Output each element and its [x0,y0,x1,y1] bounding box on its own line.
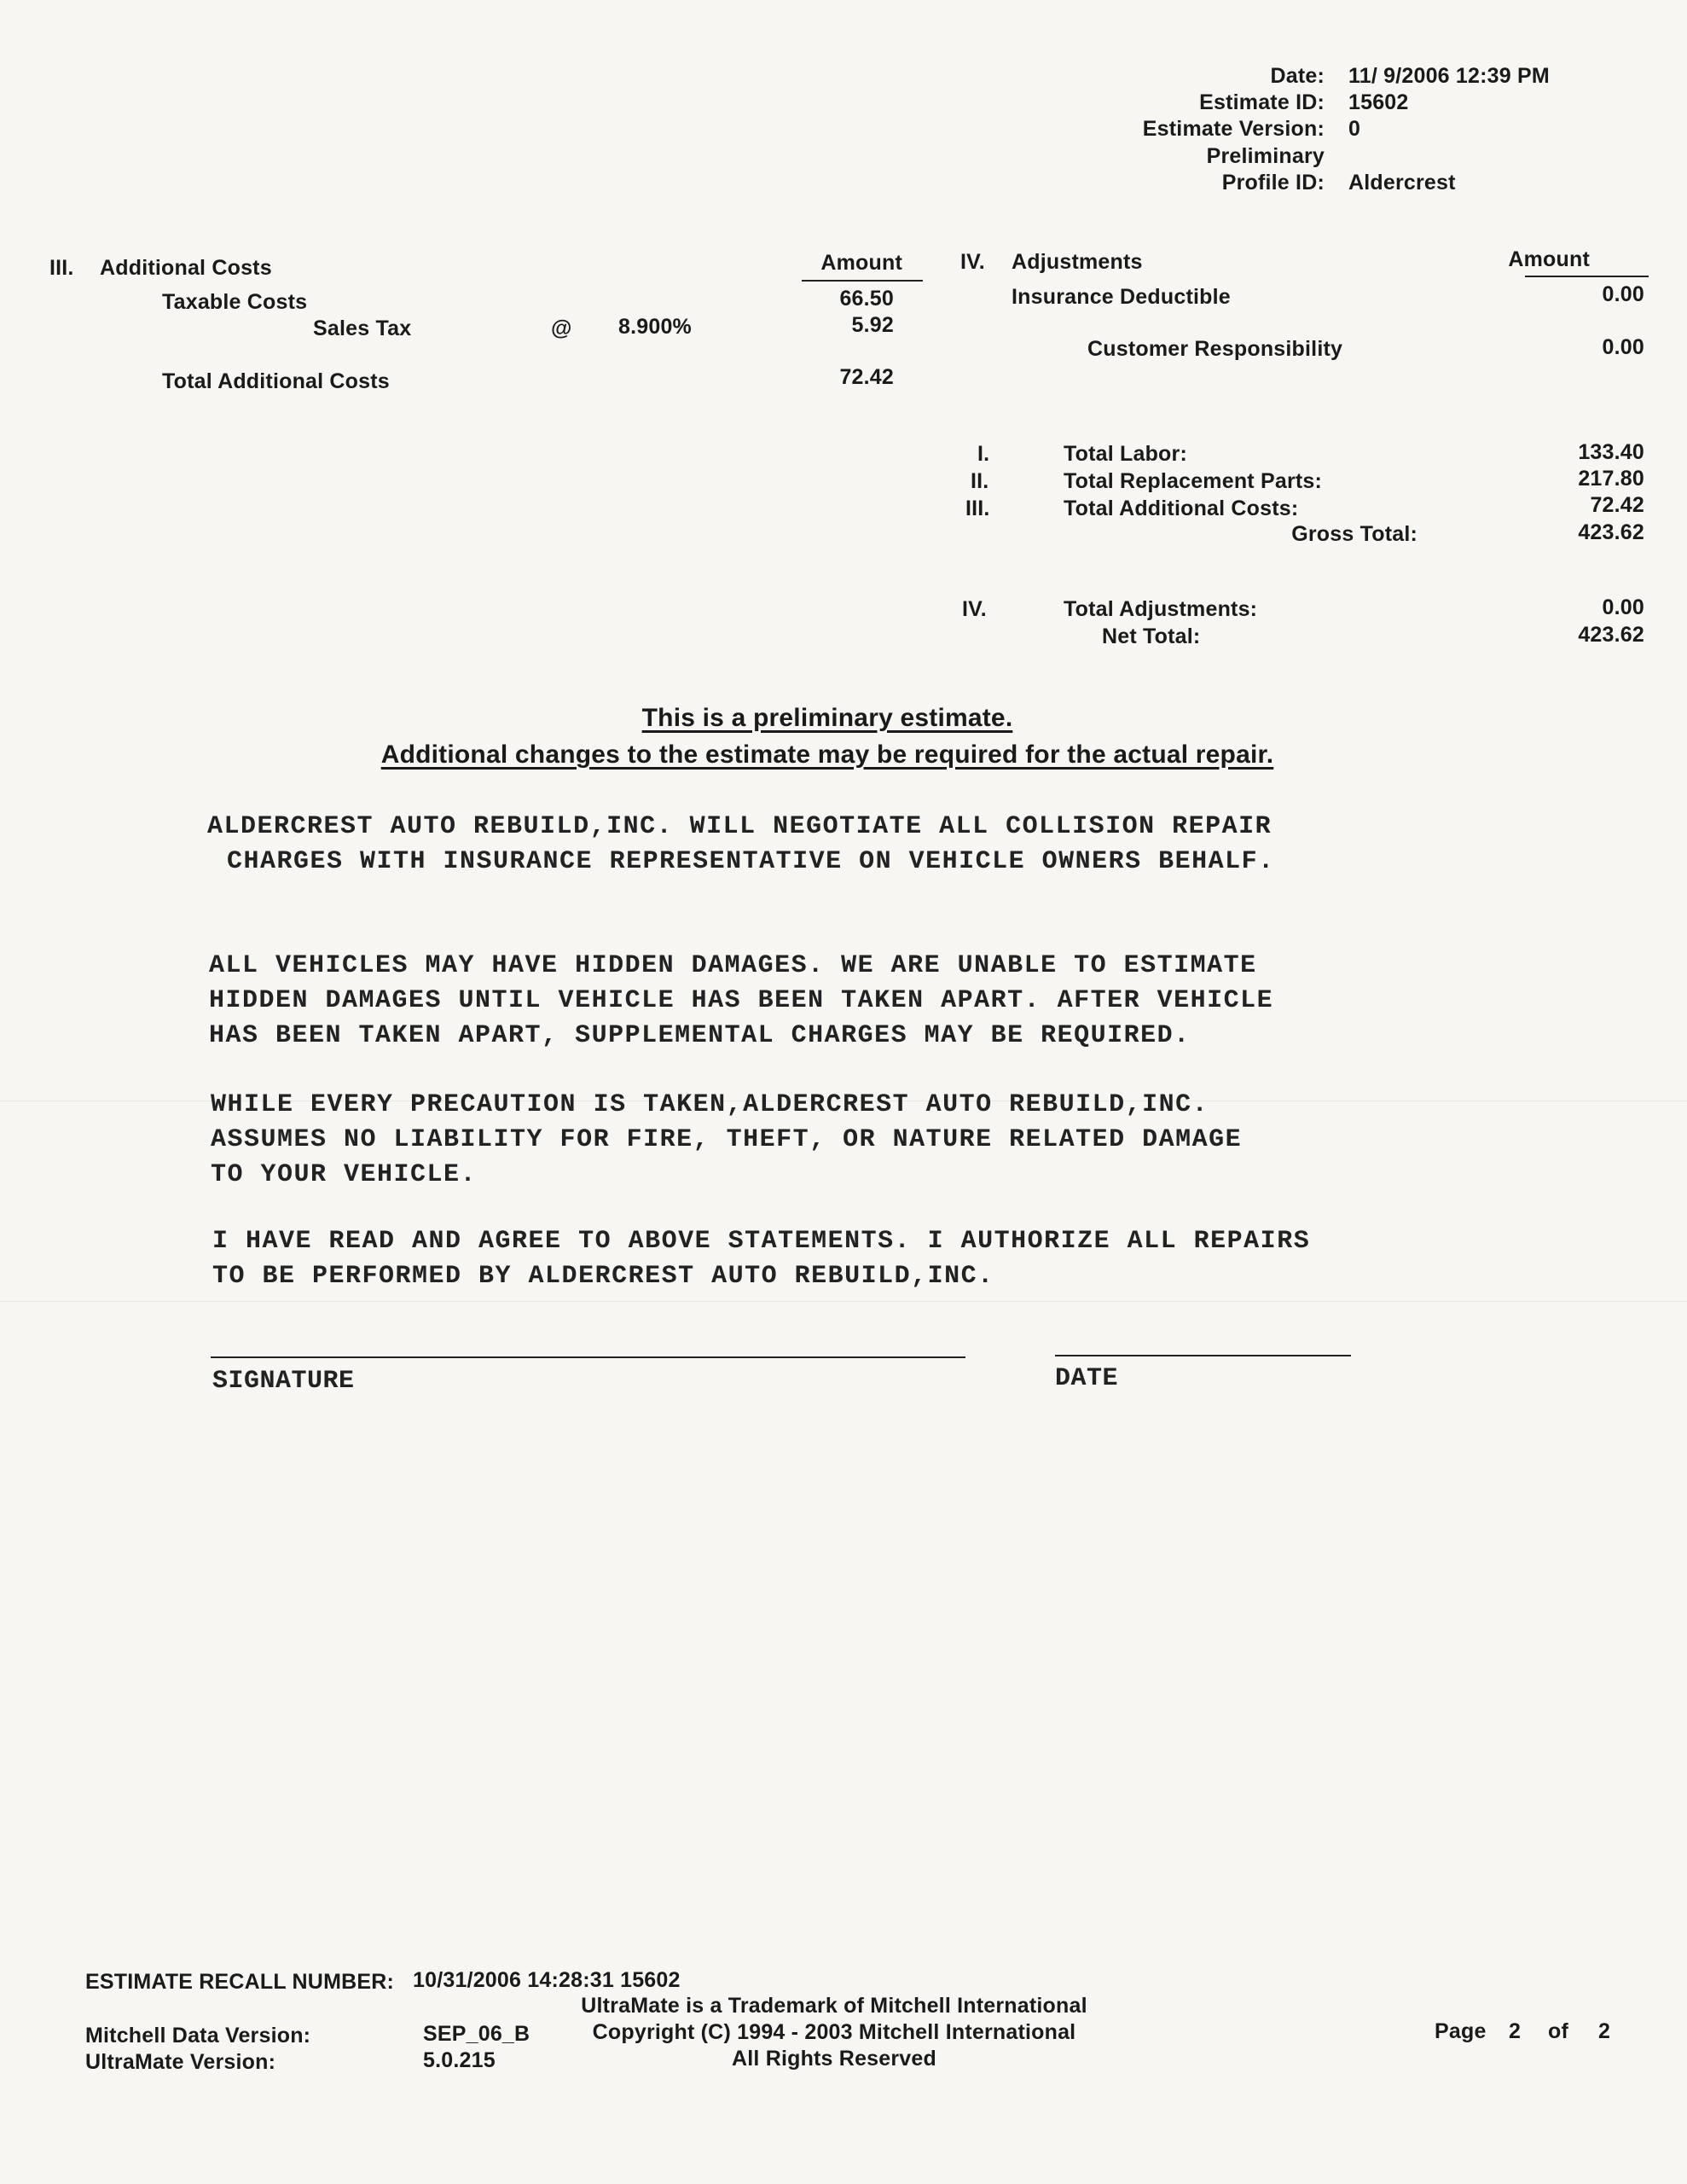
total-parts-value: 217.80 [1578,467,1644,491]
notice-line-1: This is a preliminary estimate. [641,704,1013,732]
section-roman: III. [49,256,74,280]
estimate-id-label: Estimate ID: [1199,90,1325,114]
amount-header: Amount [820,251,902,275]
estimate-version-label: Estimate Version: [1142,117,1325,141]
total-labor-value: 133.40 [1578,440,1644,464]
section-title: Additional Costs [100,256,272,280]
taxable-costs-value: 66.50 [839,287,894,311]
tax-rate: 8.900% [618,315,692,339]
ultramate-version-label: UltraMate Version: [85,2050,276,2074]
data-version-label: Mitchell Data Version: [85,2024,311,2048]
statement-hidden-damage-line-2: HIDDEN DAMAGES UNTIL VEHICLE HAS BEEN TAKEN APART. AFTER VEHICLE [209,986,1274,1015]
signature-label: SIGNATURE [212,1367,355,1396]
sales-tax-label: Sales Tax [313,317,412,340]
net-total-value: 423.62 [1578,623,1644,647]
recall-number-value: 10/31/2006 14:28:31 15602 [413,1968,681,1992]
total-adjustments-value: 0.00 [1602,595,1644,619]
sales-tax-value: 5.92 [851,313,894,337]
total-additional-costs-label: Total Additional Costs [162,369,390,393]
statement-negotiation-line-2: CHARGES WITH INSURANCE REPRESENTATIVE ON VEHICLE OWNERS BEHALF. [227,847,1275,876]
statement-hidden-damage-line-3: HAS BEEN TAKEN APART, SUPPLEMENTAL CHARGES MAY BE REQUIRED. [209,1021,1191,1050]
amount-header-underline [1525,276,1649,277]
data-version-value: SEP_06_B [423,2022,530,2046]
total-additional-costs-value: 72.42 [839,365,894,389]
estimate-version-value: 0 [1348,117,1361,141]
section-title: Adjustments [1012,250,1143,274]
signature-line[interactable] [211,1356,965,1358]
statement-liability-line-3: TO YOUR VEHICLE. [211,1160,478,1189]
taxable-costs-label: Taxable Costs [162,290,308,314]
date-line[interactable] [1055,1355,1351,1356]
insurance-deductible-label: Insurance Deductible [1012,285,1231,309]
statement-negotiation-line-1: ALDERCREST AUTO REBUILD,INC. WILL NEGOTIATE ALL COLLISION REPAIR [207,812,1272,841]
labor-roman: I. [977,442,990,466]
parts-roman: II. [971,469,989,493]
section-roman: IV. [960,250,985,274]
total-parts-label: Total Replacement Parts: [1064,469,1323,493]
profile-id-value: Aldercrest [1348,171,1456,195]
total-adjustments-label: Total Adjustments: [1064,597,1258,621]
date-value: 11/ 9/2006 12:39 PM [1348,64,1550,88]
gross-total-value: 423.62 [1578,520,1644,544]
total-labor-label: Total Labor: [1064,442,1187,466]
customer-responsibility-value: 0.00 [1602,335,1644,359]
estimate-status: Preliminary [1206,144,1325,168]
statement-hidden-damage-line-1: ALL VEHICLES MAY HAVE HIDDEN DAMAGES. WE ARE UNABLE TO ESTIMATE [209,951,1257,980]
additional-roman: III. [965,497,990,520]
statement-authorization-line-2: TO BE PERFORMED BY ALDERCREST AUTO REBUILD,INC. [212,1262,994,1291]
total-additional-label: Total Additional Costs: [1064,497,1299,520]
total-additional-value: 72.42 [1590,493,1644,517]
insurance-deductible-value: 0.00 [1602,282,1644,306]
tax-at-symbol: @ [551,317,572,340]
recall-number-label: ESTIMATE RECALL NUMBER: [85,1970,394,1994]
profile-id-label: Profile ID: [1221,171,1325,195]
date-label: Date: [1270,64,1325,88]
date-label: DATE [1055,1364,1119,1393]
rights-notice: All Rights Reserved [732,2047,936,2071]
page-of: of [1548,2019,1568,2043]
page-current: 2 [1509,2019,1522,2043]
amount-header-underline [802,280,923,282]
amount-header: Amount [1508,247,1590,271]
ultramate-version-value: 5.0.215 [423,2048,496,2072]
trademark-notice: UltraMate is a Trademark of Mitchell International [581,1994,1087,2018]
copyright-notice: Copyright (C) 1994 - 2003 Mitchell International [592,2020,1076,2044]
adjustments-roman: IV. [962,597,987,621]
estimate-id-value: 15602 [1348,90,1409,114]
statement-liability-line-2: ASSUMES NO LIABILITY FOR FIRE, THEFT, OR NATURE RELATED DAMAGE [211,1125,1243,1154]
paper-crease [0,1301,1687,1302]
page-total: 2 [1598,2019,1611,2043]
statement-authorization-line-1: I HAVE READ AND AGREE TO ABOVE STATEMENTS. I AUTHORIZE ALL REPAIRS [212,1227,1311,1256]
net-total-label: Net Total: [1102,624,1201,648]
gross-total-label: Gross Total: [1291,522,1417,546]
customer-responsibility-label: Customer Responsibility [1087,337,1343,361]
statement-liability-line-1: WHILE EVERY PRECAUTION IS TAKEN,ALDERCREST AUTO REBUILD,INC. [211,1090,1209,1119]
notice-line-2: Additional changes to the estimate may be required for the actual repair. [380,741,1274,769]
page-label: Page [1435,2019,1487,2043]
